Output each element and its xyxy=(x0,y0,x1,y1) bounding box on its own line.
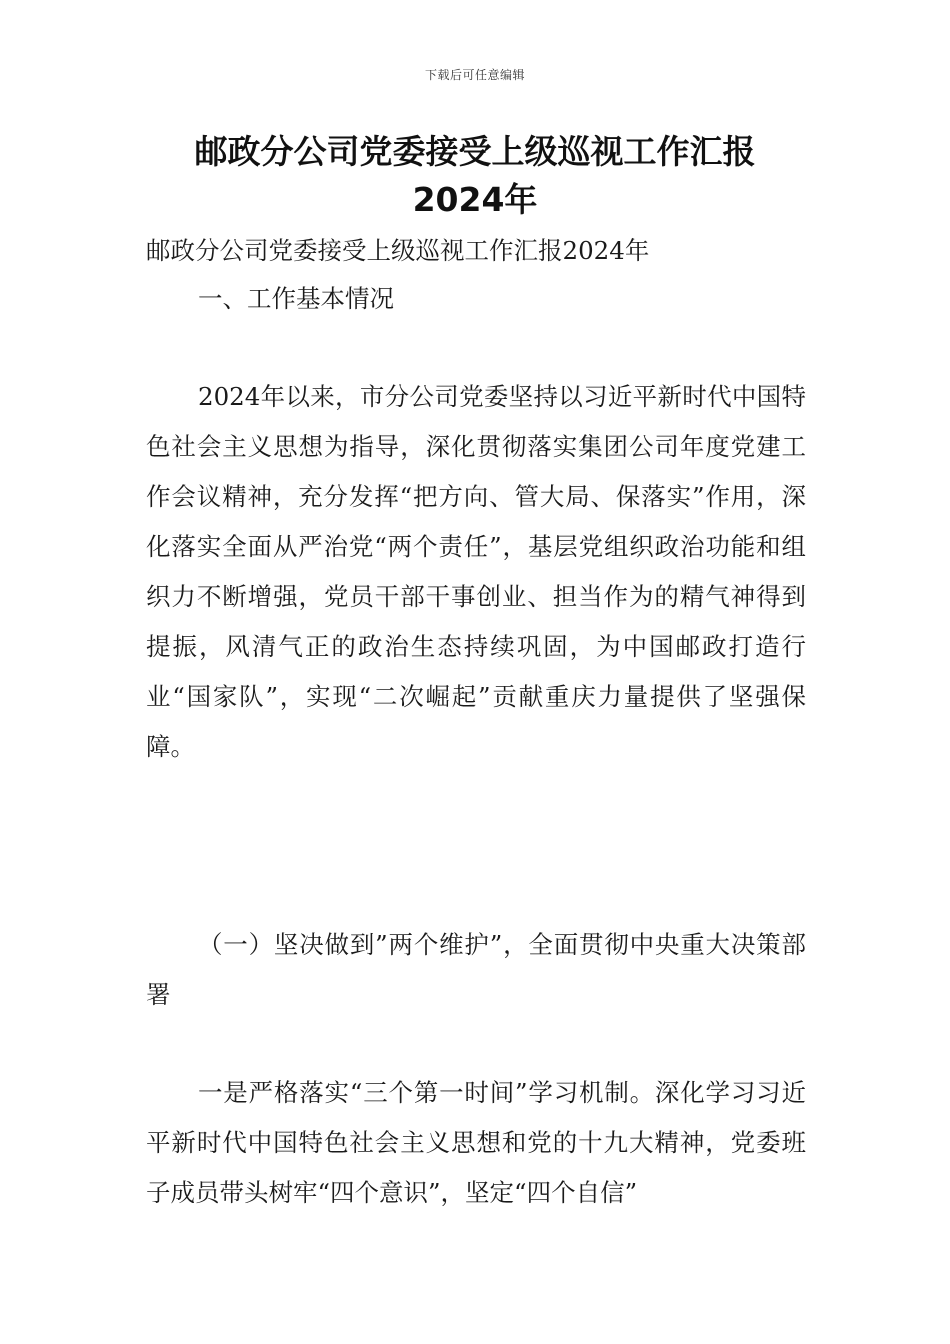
title-line-1: 邮政分公司党委接受上级巡视工作汇报 xyxy=(194,132,756,171)
paragraph-work-overview: 2024年以来，市分公司党委坚持以习近平新时代中国特色社会主义思想为指导，深化贯彻落实集团公司年度党建工作会议精神，充分发挥“把方向、管大局、保落实”作用，深化落实全面从严治党“两个责任”，基层党组织政治功能和组织力不断增强，党员干部干事创业、担当作为的精气神得到提振，风清气正的政治生态持续巩固，为中国邮政打造行业“国家队”，实现“二次崛起”贡献重庆力量提供了坚强保障。 xyxy=(146,382,806,761)
document-title xyxy=(0,128,950,224)
header-note: 下载后可任意编辑 xyxy=(424,68,525,82)
document-subtitle: 邮政分公司党委接受上级巡视工作汇报2024年 xyxy=(146,236,650,265)
subsection-heading-two-safeguards: （一）坚决做到”两个维护”，全面贯彻中央重大决策部署 xyxy=(146,930,806,1009)
section-heading: 一、工作基本情况 xyxy=(198,284,394,313)
paragraph-study-mechanism: 一是严格落实“三个第一时间”学习机制。深化学习习近平新时代中国特色社会主义思想和党的十九大精神，党委班子成员带头树牢“四个意识”，坚定“四个自信” xyxy=(146,1078,806,1207)
title-line-2: 2024年 xyxy=(412,180,538,219)
